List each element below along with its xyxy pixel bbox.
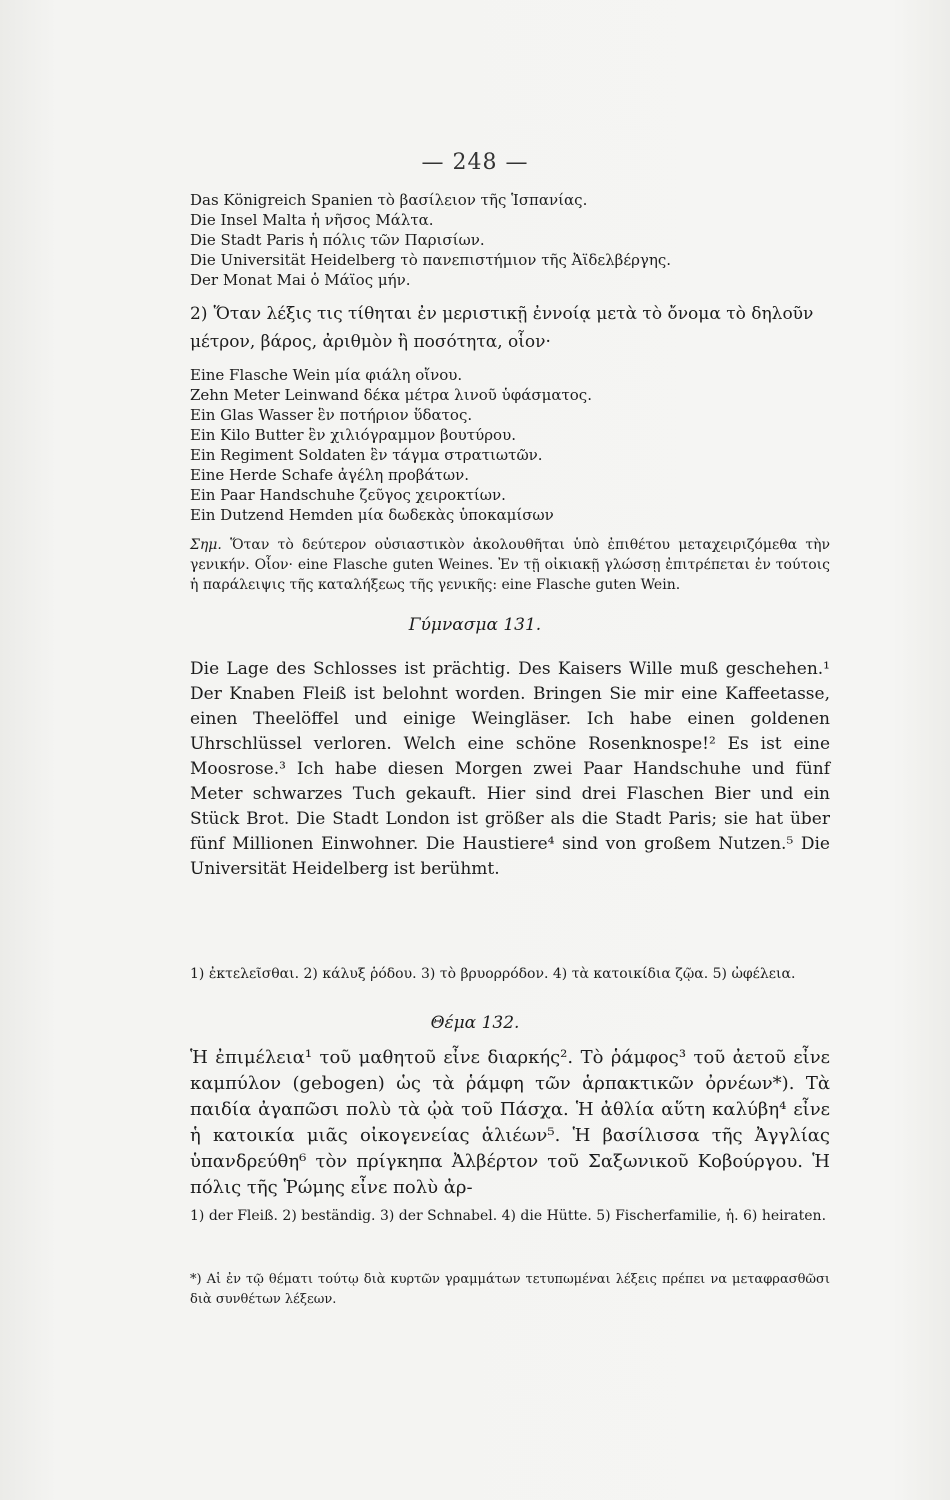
- measure-example: Zehn Meter Leinwand δέκα μέτρα λινοῦ ὑφάσματος.: [190, 386, 592, 404]
- examples-list: [190, 190, 830, 290]
- measure-example: Ein Kilo Butter ἓν χιλιόγραμμον βουτύρου.: [190, 426, 516, 444]
- theme-132-footnotes: 1) der Fleiß. 2) beständig. 3) der Schnabel. 4) die Hütte. 5) Fischerfamilie, ἡ. 6) heiraten.: [190, 1208, 827, 1224]
- note-text: Ὅταν τὸ δεύτερον οὐσιαστικὸν ἀκολουθῆται ὑπὸ ἐπιθέτου μεταχειριζόμεθα τὴν γενικήν. Οἷον· eine Flasche guten Weines. Ἐν τῇ οἰκιακῇ γλώσσῃ ἐπιτρέπεται ἐν τούτοις ἡ παράλειψις τῆς καταλήξεως τῆς γενικῆς: eine Flasche guten Wein.: [190, 537, 831, 593]
- measure-example: Ein Regiment Soldaten ἓν τάγμα στρατιωτῶν.: [190, 446, 543, 464]
- measure-example: Ein Paar Handschuhe ζεῦγος χειροκτίων.: [190, 486, 506, 504]
- measure-examples: [190, 365, 830, 525]
- example-line: Die Insel Malta ἡ νῆσος Μάλτα.: [190, 211, 434, 229]
- measure-example: Eine Flasche Wein μία φιάλη οἴνου.: [190, 366, 463, 384]
- grammar-note: [190, 535, 830, 595]
- example-line: Die Stadt Paris ἡ πόλις τῶν Παρισίων.: [190, 231, 485, 249]
- example-line: Das Königreich Spanien τὸ βασίλειον τῆς Ἱσπανίας.: [190, 191, 588, 209]
- example-line: Die Universität Heidelberg τὸ πανεπιστήμιον τῆς Ἀϊδελβέργης.: [190, 251, 672, 269]
- footer-note: *) Αἱ ἐν τῷ θέματι τούτῳ διὰ κυρτῶν γραμμάτων τετυπωμέναι λέξεις πρέπει να μεταφρασθῶσι διὰ συνθέτων λέξεων.: [190, 1272, 830, 1307]
- rule-number: 2): [190, 304, 208, 324]
- rule-text: Ὅταν λέξις τις τίθηται ἐν μεριστικῇ ἐννοίᾳ μετὰ τὸ ὄνομα τὸ δηλοῦν μέτρον, βάρος, ἀριθμὸν ἢ ποσότητα, οἷον·: [190, 304, 814, 352]
- note-label: Σημ.: [190, 537, 222, 553]
- measure-example: Ein Glas Wasser ἓν ποτήριον ὕδατος.: [190, 406, 473, 424]
- measure-example: Ein Dutzend Hemden μία δωδεκὰς ὑποκαμίσων: [190, 506, 554, 524]
- page-number: — 248 —: [421, 150, 529, 175]
- exercise-131-footnotes: 1) ἐκτελεῖσθαι. 2) κάλυξ ῥόδου. 3) τὸ βρυορρόδον. 4) τὰ κατοικίδια ζῷα. 5) ὠφέλεια.: [190, 966, 796, 982]
- exercise-131-text: Die Lage des Schlosses ist prächtig. Des Kaisers Wille muß geschehen.¹ Der Knaben Fleiß ist belohnt worden. Bringen Sie mir eine Kaffeetasse, einen Theelöffel und einige Weingläser. Ich habe einen goldenen Uhrschlüssel verloren. Welch eine schöne Rosenknospe!² Es ist eine Moosrose.³ Ich habe diesen Morgen zwei Paar Handschuhe und fünf Meter schwarzes Tuch gekauft. Hier sind drei Flaschen Bier und ein Stück Brot. Die Stadt London ist größer als die Stadt Paris; sie hat über fünf Millionen Einwohner. Die Haustiere⁴ sind von großem Nutzen.⁵ Die Universität Heidelberg ist berühmt.: [190, 659, 830, 879]
- measure-example: Eine Herde Schafe ἀγέλη προβάτων.: [190, 466, 469, 484]
- theme-132-text: Ἡ ἐπιμέλεια¹ τοῦ μαθητοῦ εἶνε διαρκής². Τὸ ῥάμφος³ τοῦ ἀετοῦ εἶνε καμπύλον (gebogen) ὡς τὰ ῥάμφη τῶν ἁρπακτικῶν ὀρνέων*). Τὰ παιδία ἀγαπῶσι πολὺ τὰ ᾠὰ τοῦ Πάσχα. Ἡ ἀθλία αὕτη καλύβη⁴ εἶνε ἡ κατοικία μιᾶς οἰκογενείας ἁλιέων⁵. Ἡ βασίλισσα τῆς Ἀγγλίας ὑπανδρεύθη⁶ τὸν πρίγκηπα Ἀλβέρτον τοῦ Σαξωνικοῦ Κοβούργου. Ἡ πόλις τῆς Ῥώμης εἶνε πολὺ ἀρ-: [190, 1047, 830, 1198]
- exercise-131-title: Γύμνασμα 131.: [408, 615, 542, 635]
- theme-132-title: Θέμα 132.: [430, 1013, 520, 1033]
- example-line: Der Monat Mai ὁ Μάϊος μήν.: [190, 271, 411, 289]
- rule-2: [190, 300, 830, 356]
